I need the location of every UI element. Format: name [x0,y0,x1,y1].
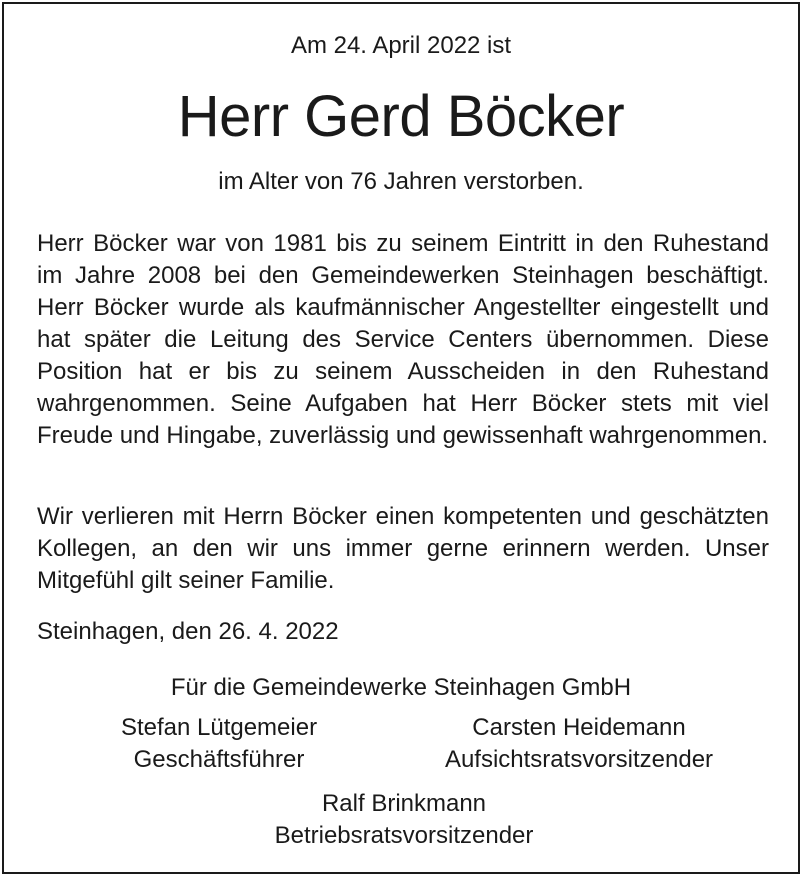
signatory-block [74,712,364,776]
signatory-role: Geschäftsführer [133,746,305,773]
intro-line: Am 24. April 2022 ist [290,32,512,59]
signatory-name: Stefan Lütgemeier [120,714,318,741]
condolence-paragraph: Wir verlieren mit Herrn Böcker einen kompetenten und geschätzten Kollegen, an den wir uns immer gerne erinnern werden. Unser Mitgefühl gilt seiner Familie. [37,503,769,594]
deceased-name: Herr Gerd Böcker [177,84,625,149]
signatory-role: Betriebsratsvorsitzender [274,822,534,849]
signatory-block [204,788,604,852]
signatory-role: Aufsichtsratsvorsitzender [444,746,714,773]
signatory-block [414,712,744,776]
age-line: im Alter von 76 Jahren verstorben. [218,168,584,195]
company-line: Für die Gemeindewerke Steinhagen GmbH [170,674,632,701]
signatory-name: Ralf Brinkmann [321,790,487,817]
obituary-notice-frame [2,2,800,874]
signatory-name: Carsten Heidemann [472,714,686,741]
place-date-line: Steinhagen, den 26. 4. 2022 [37,618,339,645]
biography-paragraph: Herr Böcker war von 1981 bis zu seinem Eintritt in den Ruhestand im Jahre 2008 bei den Gemeindewerken Steinhagen beschäftigt. Herr Böcker wurde als kaufmännischer Angestellter eingestellt und hat später die Leitung des Service Centers übernommen. Diese Position hat er bis zu seinem Ausscheiden in den Ruhestand wahrgenommen. Seine Aufgaben hat Herr Böcker stets mit viel Freude und Hingabe, zuverlässig und gewissenhaft wahrgenommen. [37,230,769,449]
